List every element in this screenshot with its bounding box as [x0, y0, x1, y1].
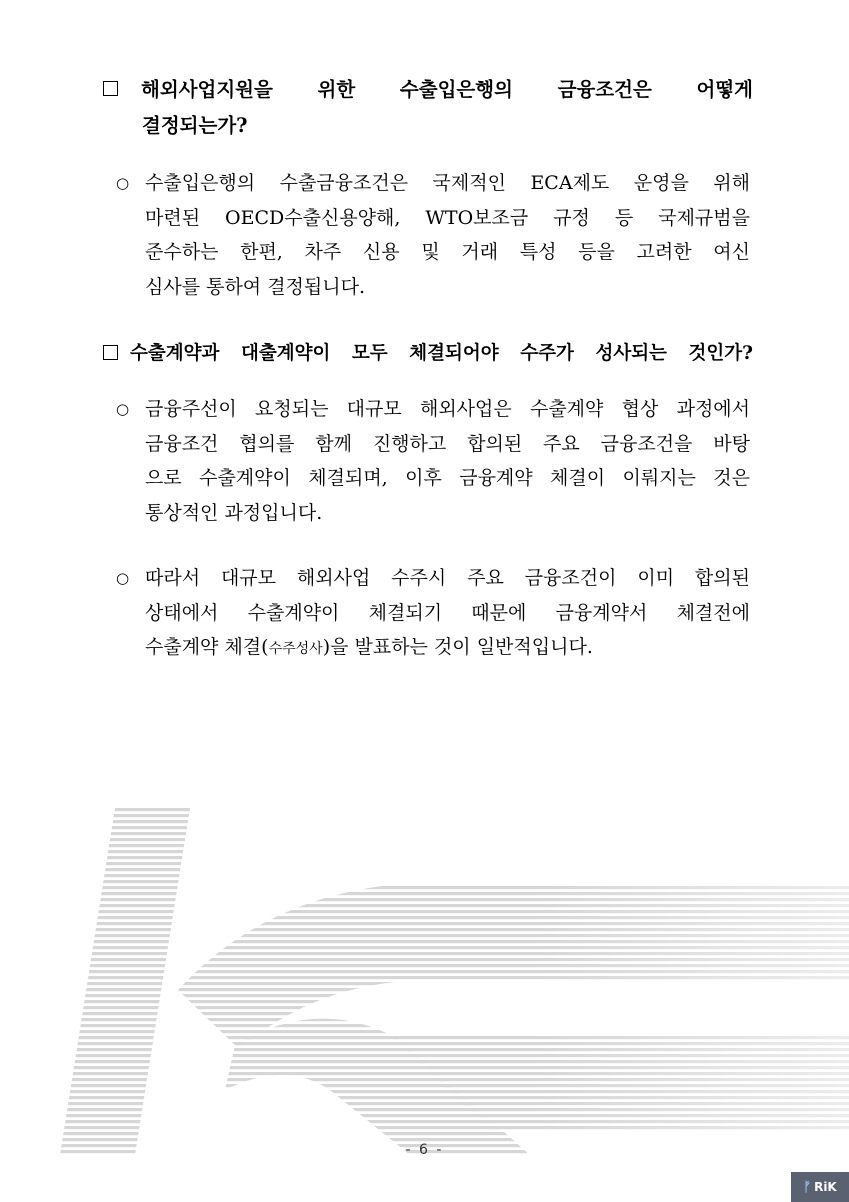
paragraph-line: 준수하는 한편, 차주 신용 및 거래 특성 등을 고려한 여신 — [145, 241, 750, 263]
heading-line-1: 해외사업지원을 위한 수출입은행의 금융조건은 어떻게 — [141, 78, 753, 101]
bullet-circle-icon: ○ — [116, 400, 130, 418]
line-text-before: 수출계약 체결( — [145, 636, 269, 658]
section-2-heading — [103, 336, 753, 372]
paragraph-line: 금융주선이 요청되는 대규모 해외사업은 수출계약 협상 과정에서 — [145, 398, 750, 420]
paragraph-line — [145, 630, 750, 665]
paragraph-line: 으로 수출계약이 체결되며, 이후 금융계약 체결이 이뤄지는 것은 — [145, 467, 750, 489]
logo-mark-icon: ᚠ — [803, 1179, 812, 1195]
paragraph-line: 심사를 통하여 결정됩니다. — [145, 275, 366, 298]
paragraph-line: 마련된 OECD수출신용양해, WTO보조금 규정 등 국제규범을 — [145, 206, 750, 229]
section-2-paragraph-2 — [116, 561, 750, 665]
page-number: - 6 - — [405, 1142, 444, 1158]
heading-line-2: 결정되는가? — [142, 114, 248, 137]
paragraph-line: 금융조건 협의를 함께 진행하고 합의된 주요 금융조건을 바탕 — [145, 432, 750, 455]
bullet-circle-icon: ○ — [116, 569, 130, 587]
paragraph-line: 따라서 대규모 해외사업 수주시 주요 금융조건이 이미 합의된 — [145, 567, 750, 589]
section-1-heading — [103, 72, 753, 144]
line-text-after: )을 발표하는 것이 일반적입니다. — [322, 636, 593, 658]
section-2-paragraph-1 — [116, 392, 750, 530]
heading-line-1: 수출계약과 대출계약이 모두 체결되어야 수주가 성사되는 것인가? — [130, 343, 753, 364]
checkbox-square-icon — [103, 81, 118, 96]
section-1-paragraph — [116, 166, 750, 304]
bullet-circle-icon: ○ — [116, 174, 130, 192]
rik-logo — [791, 1172, 849, 1202]
checkbox-square-icon — [103, 345, 118, 360]
paragraph-line: 수출입은행의 수출금융조건은 국제적인 ECA제도 운영을 위해 — [145, 172, 750, 194]
paragraph-line: 상태에서 수출계약이 체결되기 때문에 금융계약서 체결전에 — [145, 601, 750, 624]
letter-k-watermark-icon — [60, 790, 849, 1160]
line-text-small: 수주성사 — [268, 641, 323, 657]
paragraph-line: 통상적인 과정입니다. — [145, 501, 323, 524]
logo-text: RiK — [814, 1180, 837, 1194]
